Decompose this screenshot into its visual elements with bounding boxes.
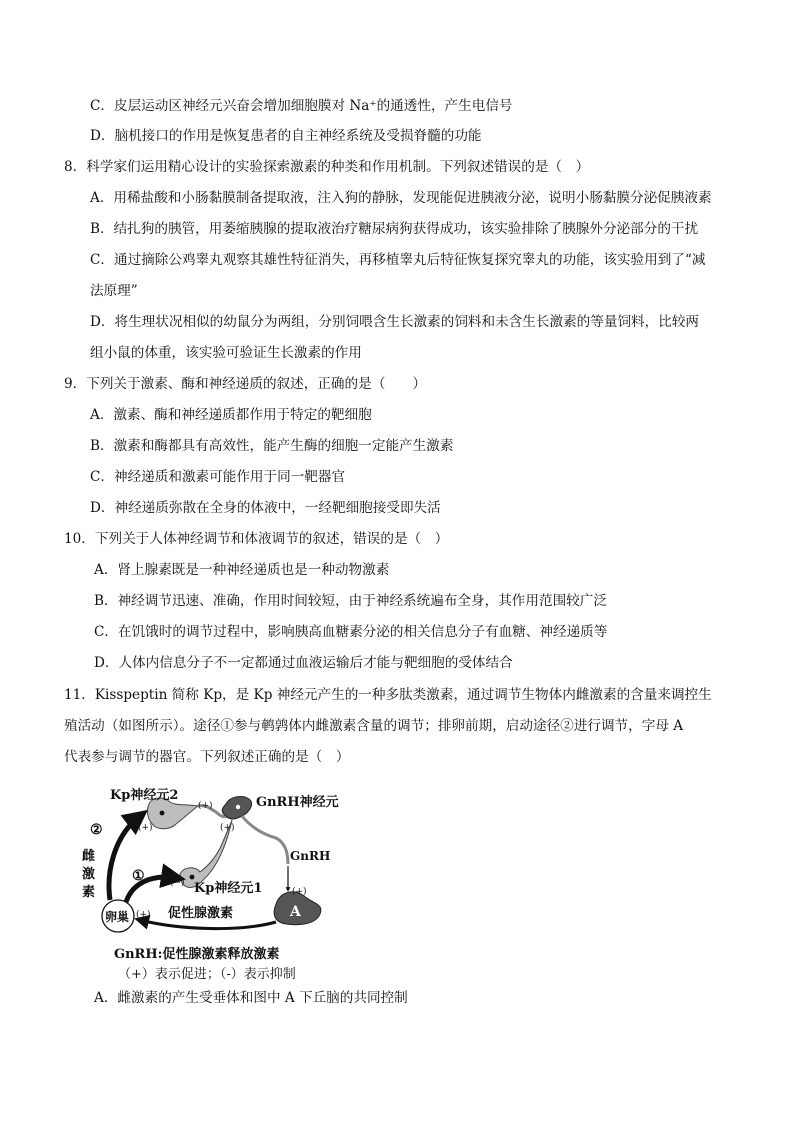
text-line-q11a: 11．Kisspeptin 简称 Kp，是 Kp 神经元产生的一种多肽类激素，通过调节生物体内雌激素的含量来调控生 [64,687,712,703]
legend-line-1: GnRH:促性腺激素释放激素 [114,947,280,962]
path1-label: ① [132,868,145,884]
text-line-q7C: C．皮层运动区神经元兴奋会增加细胞膜对 Na⁺的通透性，产生电信号 [90,98,513,114]
gnrh-neuron-label: GnRH神经元 [256,795,339,810]
path2-label: ② [90,822,103,838]
text-line-q10B: B．神经调节迅速、准确，作用时间较短，由于神经系统遍布全身，其作用范围较广泛 [94,593,607,609]
text-line-q10C: C．在饥饿时的调节过程中，影响胰高血糖素分泌的相关信息分子有血糖、神经递质等 [94,624,608,640]
text-line-q8B: B．结扎狗的胰管，用萎缩胰腺的提取液治疗糖尿病狗获得成功，该实验排除了胰腺外分泌部分的干扰 [90,221,699,237]
svg-text:素: 素 [82,885,96,900]
kp2-label: Kp神经元2 [110,788,179,803]
text-line-q9: 9．下列关于激素、酶和神经递质的叙述，正确的是（ ） [64,376,427,392]
text-line-q11A: A．雌激素的产生受垂体和图中 A 下丘脑的共同控制 [94,990,408,1006]
diagram-svg [80,782,380,992]
text-line-q9A: A．激素、酶和神经递质都作用于特定的靶细胞 [90,407,372,423]
kp-neuron-1-nucleus [190,875,195,880]
fsh-label: 促性腺激素 [168,906,234,921]
svg-text:雌: 雌 [82,849,96,864]
text-line-q9D: D．神经递质弥散在全身的体液中，一经靶细胞接受即失活 [90,500,441,516]
text-line-q7D: D．脑机接口的作用是恢复患者的自主神经系统及受损脊髓的功能 [90,128,482,144]
text-line-q8C1: C．通过摘除公鸡睾丸观察其雄性特征消失，再移植睾丸后特征恢复探究睾丸的功能，该实验用到了“减 [90,252,706,268]
legend-line-2: （+）表示促进；（-）表示抑制 [118,967,296,982]
text-line-q10A: A．肾上腺素既是一种神经递质也是一种动物激素 [94,562,390,578]
svg-text:激: 激 [82,867,96,882]
organ-a-label: A [290,904,301,920]
gnrh-label: GnRH [290,849,331,863]
text-line-q9C: C．神经递质和激素可能作用于同一靶器官 [90,469,346,485]
ovary-label: 卵巢 [105,910,130,924]
gnrh-neuron-sign: (+) [220,823,235,833]
text-line-q8A: A．用稀盐酸和小肠黏膜制备提取液，注入狗的静脉，发现能促进胰液分泌，说明小肠黏膜分泌促胰液素 [90,190,712,206]
gnrh-neuron-nucleus [236,805,240,809]
gnrh-axon [242,816,288,864]
text-line-q10: 10．下列关于人体神经调节和体液调节的叙述，错误的是（ ） [64,531,449,547]
fsh-arrow [140,920,276,929]
kp1-sign: (−) [170,878,185,888]
text-line-q11c: 代表参与调节的器官。下列叙述正确的是（ ） [64,749,350,765]
estrogen-vertical-label [81,848,95,900]
text-line-q10D: D．人体内信息分子不一定都通过血液运输后才能与靶细胞的受体结合 [94,655,513,671]
ovary-sign: (+) [136,910,151,920]
text-line-q8: 8．科学家们运用精心设计的实验探索激素的种类和作用机制。下列叙述错误的是（ ） [64,159,590,175]
text-line-q9B: B．激素和酶都具有高效性，能产生酶的细胞一定能产生激素 [90,438,454,454]
kp2-gnrh-sign: (+) [198,801,213,811]
text-line-q8D1: D．将生理状况相似的幼鼠分为两组，分别饲喂含生长激素的饲料和未含生长激素的等量饲料，比较两 [90,314,700,330]
kp1-label: Kp神经元1 [194,881,263,896]
text-line-q11b: 殖活动（如图所示）。途径①参与鹌鹑体内雌激素含量的调节；排卵前期，启动途径②进行调节，字母 A [64,718,684,734]
kp-neuron-2-nucleus [160,811,165,816]
kp-regulation-diagram [80,782,380,992]
organ-a-sign: (+) [292,887,307,897]
kp2-input-sign: (+) [138,823,153,833]
text-line-q8D2: 组小鼠的体重，该实验可验证生长激素的作用 [90,345,362,361]
text-line-q8C2: 法原理” [90,283,138,299]
